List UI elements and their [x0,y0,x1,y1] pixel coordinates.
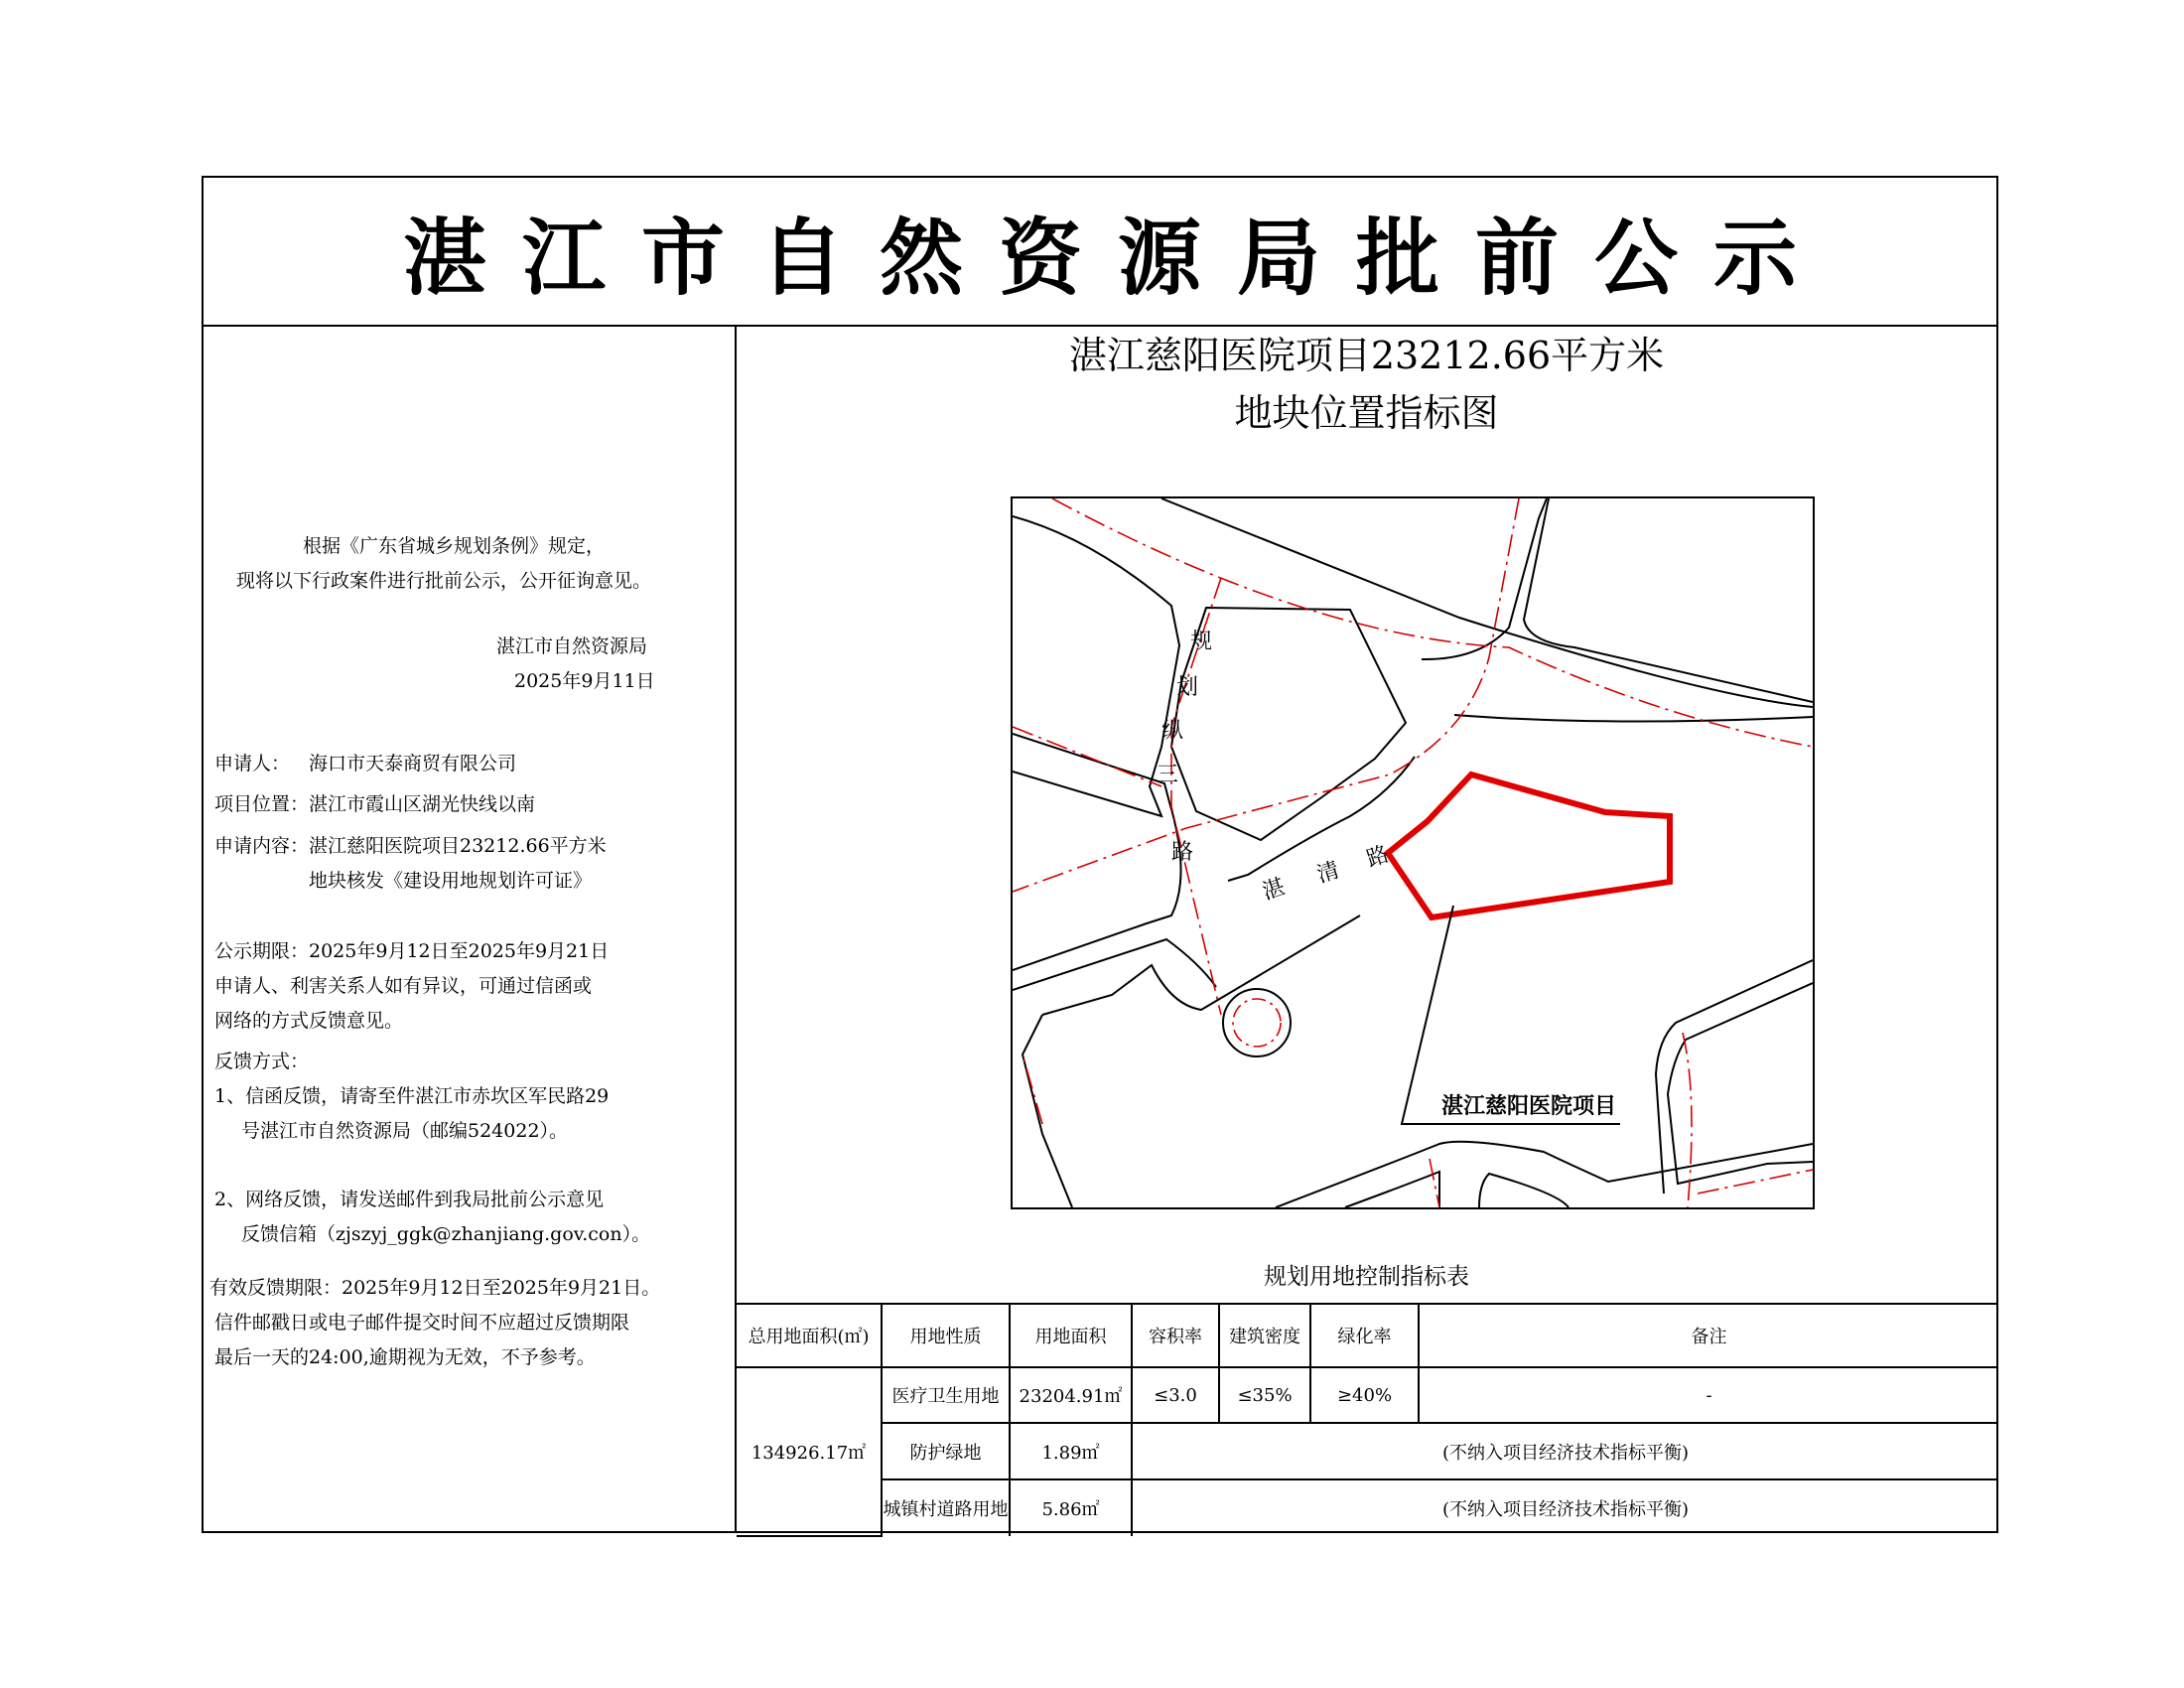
map-title-line-2: 地块位置指标图 [1234,391,1499,435]
issuer: 湛江市自然资源局 [496,635,648,657]
period-line-3: 网络的方式反馈意见。 [214,1010,404,1032]
road-edge [1524,498,1813,702]
road-edge [1013,516,1179,816]
road-edges [1013,498,1813,1207]
map-panel [737,327,1996,1531]
far-cell: ≤3.0 [1132,1367,1219,1423]
header-far: 容积率 [1132,1304,1219,1367]
header-density: 建筑密度 [1219,1304,1310,1367]
table-title: 规划用地控制指标表 [1264,1264,1469,1290]
location-value: 湛江市霞山区湖光快线以南 [309,793,536,815]
road-h-label-2: 清 [1313,857,1343,889]
area-cell: 5.86㎡ [1010,1479,1132,1536]
road-edge [1276,1142,1813,1207]
road-edge [1454,715,1813,722]
feedback-net-1: 2、网络反馈，请发送邮件到我局批前公示意见 [214,1189,605,1210]
road-edge [1023,1015,1072,1207]
notice-text-panel [204,327,737,1531]
centerline [1698,1170,1813,1194]
use-cell: 城镇村道路用地 [882,1479,1010,1536]
project-label: 湛江慈阳医院项目 [1441,1094,1617,1119]
map-svg [1013,498,1813,1207]
road-h-label-1: 湛 [1259,874,1289,906]
note-cell: - [1419,1367,1998,1423]
intro-line-1: 根据《广东省城乡规划条例》规定， [303,535,606,557]
validity-line-3: 最后一天的24:00,逾期视为无效，不予参考。 [214,1346,596,1368]
applicant-label: 申请人： [214,753,291,774]
feedback-net-2: 反馈信箱（zjszyj_ggk@zhanjiang.gov.con）。 [241,1223,651,1245]
issue-date: 2025年9月11日 [514,670,655,692]
road-edge [1479,1174,1569,1207]
content-line-1: 湛江慈阳医院项目23212.66平方米 [309,835,607,857]
centerline [1013,498,1519,892]
table-row [737,1423,1998,1479]
page-title: 湛江市自然资源局批前公示 [402,209,1833,307]
table-row [737,1479,1998,1536]
road-centerlines [1013,498,1813,1207]
leader-line [1402,906,1620,1124]
applicant-value: 海口市天泰商贸有限公司 [309,753,517,774]
header-total-area: 总用地面积(㎡) [737,1304,882,1367]
road-v-label-5: 路 [1171,840,1194,865]
header-area: 用地面积 [1010,1304,1132,1367]
road-v-label-4: 三 [1157,763,1179,787]
road-v-label-2: 划 [1176,675,1199,700]
table-header-row [737,1304,1998,1367]
cul-de-sac-centerline [1233,999,1281,1047]
index-table [737,1303,1998,1537]
title-row [204,178,1996,327]
notice-frame [202,176,1998,1533]
use-cell: 防护绿地 [882,1423,1010,1479]
road-edge [1161,498,1813,707]
use-cell: 医疗卫生用地 [882,1367,1010,1423]
header-green: 绿化率 [1310,1304,1419,1367]
note-cell: (不纳入项目经济技术指标平衡) [1132,1423,1998,1479]
location-label: 项目位置： [214,793,310,815]
area-cell: 1.89㎡ [1010,1423,1132,1479]
total-area-cell: 134926.17㎡ [737,1367,882,1536]
content-label: 申请内容： [214,835,310,857]
validity-line-2: 信件邮戳日或电子邮件提交时间不应超过反馈期限 [214,1312,630,1334]
period-line-1: 公示期限：2025年9月12日至2025年9月21日 [214,940,610,962]
note-cell: (不纳入项目经济技术指标平衡) [1132,1479,1998,1536]
header-note: 备注 [1419,1304,1998,1367]
road-h-label-3: 路 [1363,841,1393,873]
map-title-line-1: 湛江慈阳医院项目23212.66平方米 [1068,334,1665,377]
road-v-label-1: 规 [1190,630,1213,654]
green-cell: ≥40% [1310,1367,1419,1423]
centerline [1430,1159,1439,1207]
feedback-title: 反馈方式： [214,1051,310,1072]
validity-line-1: 有效反馈期限：2025年9月12日至2025年9月21日。 [209,1277,661,1299]
density-cell: ≤35% [1219,1367,1310,1423]
area-cell: 23204.91㎡ [1010,1367,1132,1423]
intro-line-2: 现将以下行政案件进行批前公示，公开征询意见。 [236,570,652,592]
centerline [1052,498,1813,747]
location-map [1011,496,1815,1209]
road-edge [1422,498,1547,659]
period-line-2: 申请人、利害关系人如有异议，可通过信函或 [214,975,593,997]
feedback-mail-1: 1、信函反馈，请寄至件湛江市赤坎区军民路29 [214,1085,610,1107]
content-line-2: 地块核发《建设用地规划许可证》 [309,870,593,892]
table-row [737,1367,1998,1423]
feedback-mail-2: 号湛江市自然资源局（邮编524022）。 [241,1120,569,1142]
road-edge [1013,939,1216,990]
road-edge [1345,1172,1439,1207]
project-boundary [1388,774,1670,917]
header-land-use: 用地性质 [882,1304,1010,1367]
road-v-label-3: 纵 [1161,719,1184,744]
